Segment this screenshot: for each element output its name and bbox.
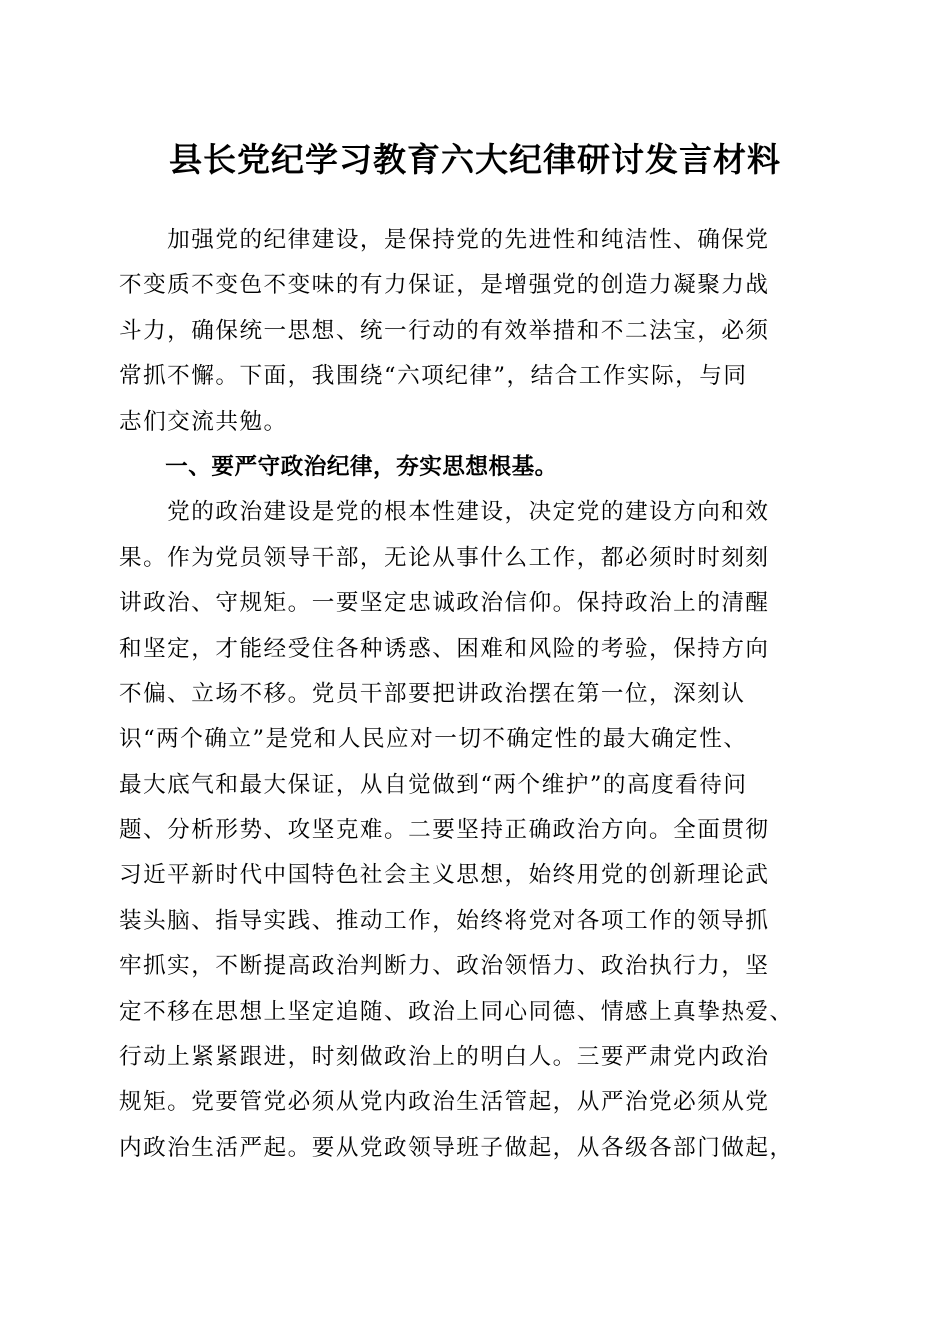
paragraph-line: 不变质不变色不变味的有力保证，是增强党的创造力凝聚力战: [119, 272, 770, 299]
paragraph-line: 斗力，确保统一思想、统一行动的有效举措和不二法宝，必须: [119, 317, 770, 344]
paragraph-line: 不偏、立场不移。党员干部要把讲政治摆在第一位，深刻认: [119, 680, 746, 707]
paragraph-line: 规矩。党要管党必须从党内政治生活管起，从严治党必须从党: [119, 1089, 770, 1116]
paragraph-line: 志们交流共勉。: [119, 408, 288, 435]
paragraph-line: 和坚定，才能经受住各种诱惑、困难和风险的考验，保持方向: [119, 635, 770, 662]
paragraph-line: 内政治生活严起。要从党政领导班子做起，从各级各部门做起，: [119, 1134, 794, 1161]
paragraph-line: 常抓不懈。下面，我围绕“六项纪律”，结合工作实际，与同: [119, 363, 748, 390]
paragraph-line: 最大底气和最大保证，从自觉做到“两个维护”的高度看待问: [119, 771, 748, 798]
document-title: 县长党纪学习教育六大纪律研讨发言材料: [169, 140, 781, 179]
paragraph-line: 党的政治建设是党的根本性建设，决定党的建设方向和效: [119, 499, 770, 526]
paragraph-line: 行动上紧紧跟进，时刻做政治上的明白人。三要严肃党内政治: [119, 1044, 770, 1071]
paragraph-line: 果。作为党员领导干部，无论从事什么工作，都必须时时刻刻: [119, 544, 770, 571]
paragraph-line: 题、分析形势、攻坚克难。二要坚持正确政治方向。全面贯彻: [119, 817, 770, 844]
paragraph-line: 牢抓实，不断提高政治判断力、政治领悟力、政治执行力，坚: [119, 953, 770, 980]
document-body: [119, 218, 831, 1171]
paragraph-line: 习近平新时代中国特色社会主义思想，始终用党的创新理论武: [119, 862, 770, 889]
paragraph-line: 识“两个确立”是党和人民应对一切不确定性的最大确定性、: [119, 726, 748, 753]
section-heading: 一、要严守政治纪律，夯实思想根基。: [119, 453, 558, 480]
paragraph-line: 讲政治、守规矩。一要坚定忠诚政治信仰。保持政治上的清醒: [119, 590, 770, 617]
paragraph-line: 加强党的纪律建设，是保持党的先进性和纯洁性、确保党: [119, 227, 770, 253]
paragraph-line: 装头脑、指导实践、推动工作，始终将党对各项工作的领导抓: [119, 907, 770, 934]
paragraph-line: 定不移在思想上坚定追随、政治上同心同德、情感上真挚热爱、: [119, 998, 794, 1025]
